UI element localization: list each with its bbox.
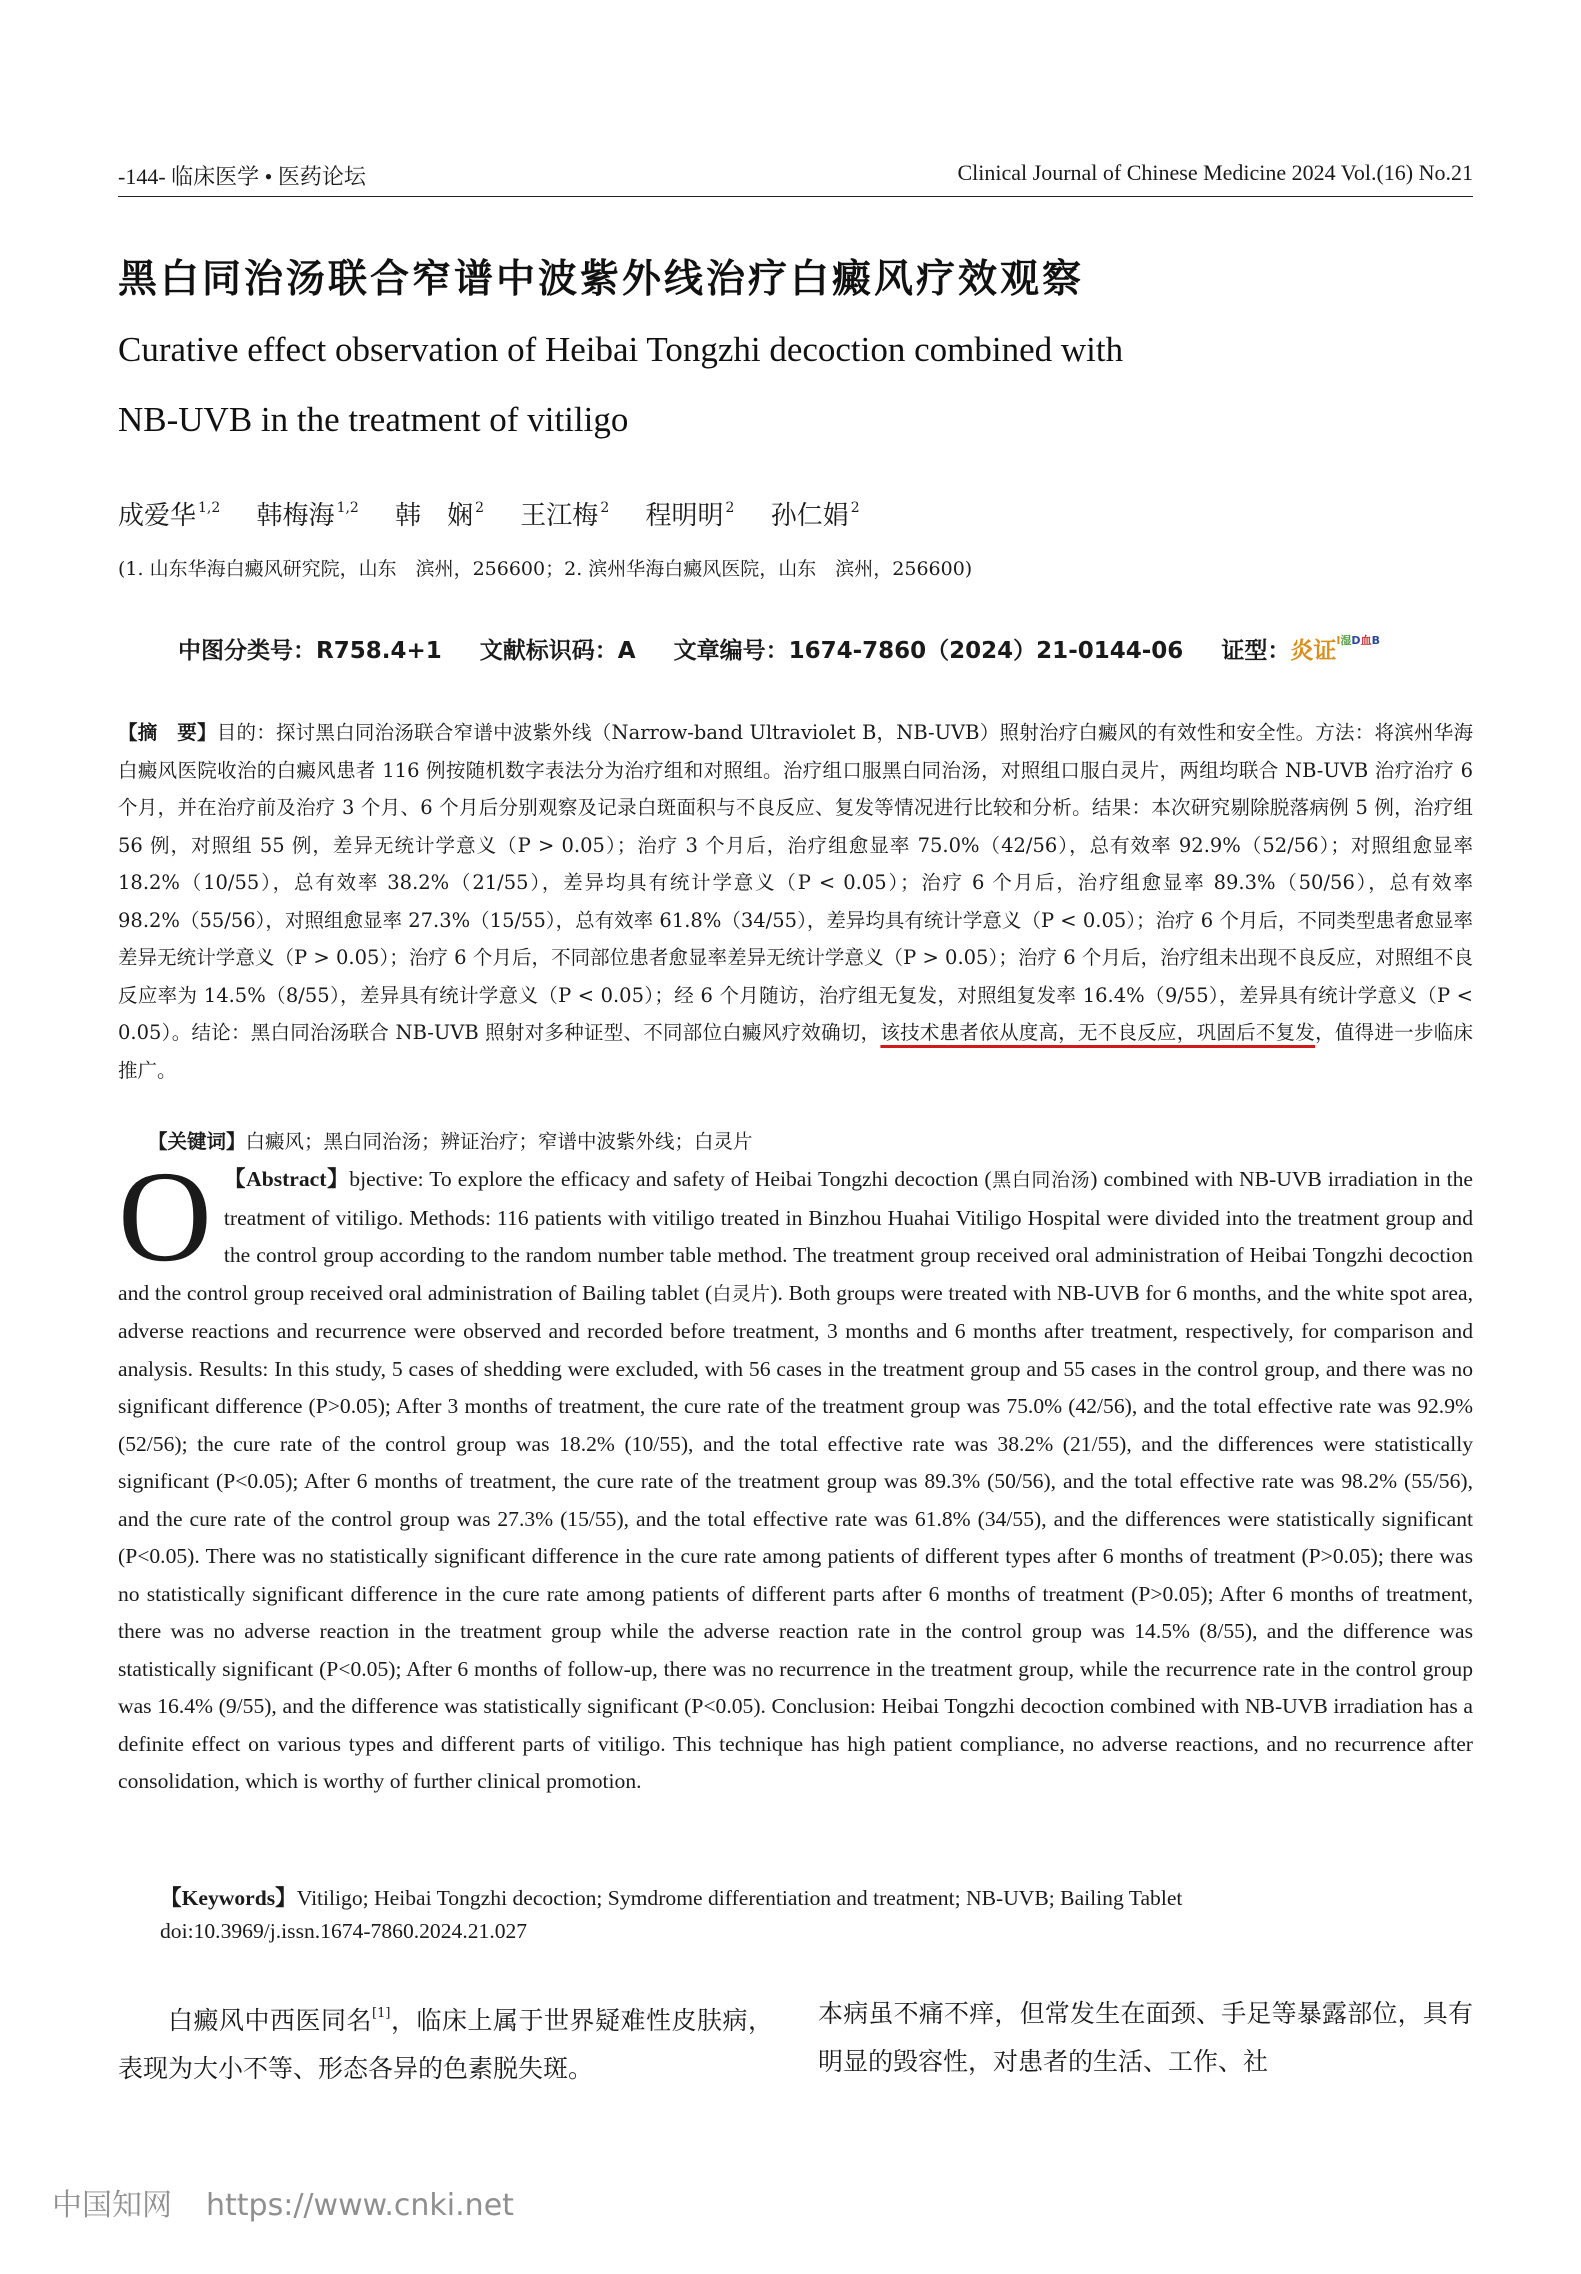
syndrome-type: 证型：炎证$^{I湿D血B}$ xyxy=(1221,634,1380,664)
author: 程明明 $^2$ xyxy=(645,500,735,531)
title-en-line2: NB-UVB in the treatment of vitiligo xyxy=(118,400,629,439)
keywords-cn-text: 白癜风；黑白同治汤；辨证治疗；窄谱中波紫外线；白灵片 xyxy=(245,1130,753,1153)
author-list xyxy=(118,495,888,532)
author: 孙仁娟 $^2$ xyxy=(770,500,860,531)
title-cn: 黑白同治汤联合窄谱中波紫外线治疗白癜风疗效观察 xyxy=(118,257,1085,302)
body-column-right: 本病虽不痛不痒，但常发生在面颈、手足等暴露部位，具有明显的毁容性，对患者的生活、工作、社 xyxy=(818,1999,1473,2076)
author: 王江梅 $^2$ xyxy=(520,500,610,531)
cnki-name: 中国知网 xyxy=(52,2188,172,2223)
author: 韩 娴 $^2$ xyxy=(395,500,485,531)
document-code: 文献标识码：A xyxy=(479,638,636,664)
running-head-right: Clinical Journal of Chinese Medicine 2024 Vol.(16) No.21 xyxy=(957,160,1473,185)
keywords-en-label: 【Keywords】 xyxy=(160,1886,297,1910)
keywords-cn-label: 【关键词】 xyxy=(148,1130,246,1153)
classification-line xyxy=(178,632,1380,665)
abstract-cn xyxy=(118,714,1473,1089)
abstract-en-text: bjective: To explore the efficacy and safety of Heibai Tongzhi decoction ( xyxy=(349,1167,992,1191)
abstract-en-text: ) combined with NB-UVB irradiation in the treatment of vitiligo. Methods: 116 patients with vitiligo treated in Binzhou Huahai Vitiligo Hospital were divided into the treatment group and the control group according to the random number table method. The treatment group received oral administration of Heibai Tongzhi decoction and the control group received oral administration of Bailing tablet ( xyxy=(118,1167,1473,1305)
cnki-watermark xyxy=(52,2180,514,2224)
clc-number: 中图分类号：R758.4+1 xyxy=(178,638,442,664)
article-number: 文章编号：1674-7860（2024）21-0144-06 xyxy=(673,638,1184,664)
doi-link[interactable]: doi:10.3969/j.issn.1674-7860.2024.21.027 xyxy=(160,1919,528,1943)
abstract-en-cn-term: 白灵片 xyxy=(712,1282,771,1305)
abstract-cn-underlined: 该技术患者依从度高，无不良反应，巩固后不复发 xyxy=(880,1021,1316,1044)
affiliation: (1. 山东华海白癜风研究院，山东 滨州，256600；2. 滨州华海白癜风医院，山东 滨州，256600) xyxy=(118,558,973,580)
cnki-url[interactable]: https://www.cnki.net xyxy=(206,2188,514,2223)
abstract-cn-text: 目的：探讨黑白同治汤联合窄谱中波紫外线（Narrow-band Ultraviolet B，NB-UVB）照射治疗白癜风的有效性和安全性。方法：将滨州华海白癜风医院收治的白癜风患者 116 例按随机数字表法分为治疗组和对照组。治疗组口服黑白同治汤，对照组口服白灵片，两组均联合 NB-UVB 治疗治疗 6 个月，并在治疗前及治疗 3 个月、6 个月后分别观察及记录白斑面积与不良反应、复发等情况进行比较和分析。结果：本次研究剔除脱落病例 5 例，治疗组 56 例，对照组 55 例，差异无统计学意义（P > 0.05）；治疗 3 个月后，治疗组愈显率 75.0%（42/56），总有效率 92.9%（52/56）；对照组愈显率 18.2%（10/55），总有效率 38.2%（21/55），差异均具有统计学意义（P < 0.05）；治疗 6 个月后，治疗组愈显率 89.3%（50/56），总有效率 98.2%（55/56），对照组愈显率 27.3%（15/55），总有效率 61.8%（34/55），差异均具有统计学意义（P < 0.05）；治疗 6 个月后，不同类型患者愈显率差异无统计学意义（P > 0.05）；治疗 6 个月后，不同部位患者愈显率差异无统计学意义（P > 0.05）；治疗 6 个月后，治疗组未出现不良反应，对照组不良反应率为 14.5%（8/55），差异具有统计学意义（P < 0.05）；经 6 个月随访，治疗组无复发，对照组复发率 16.4%（9/55），差异具有统计学意义（P < 0.05）。结论：黑白同治汤联合 NB-UVB 照射对多种证型、不同部位白癜风疗效确切， xyxy=(118,721,1473,1044)
abstract-cn-label: 【摘 要】 xyxy=(118,721,217,744)
keywords-cn xyxy=(148,1126,753,1154)
abstract-cn-text-end: ，值得进一步临床推广。 xyxy=(118,1021,1473,1082)
abstract-en-cn-term: 黑白同治汤 xyxy=(991,1169,1091,1191)
abstract-en-dropcap: O xyxy=(118,1145,212,1289)
citation-ref[interactable]: [1] xyxy=(372,2006,391,2021)
author: 韩梅海 $^{1,2}$ xyxy=(256,500,359,531)
author: 成爱华 $^{1,2}$ xyxy=(118,500,221,531)
abstract-en-label: 【Abstract】 xyxy=(223,1167,350,1191)
abstract-en-text: ). Both groups were treated with NB-UVB for 6 months, and the white spot area, adverse reactions and recurrence were observed and recorded before treatment, 3 months and 6 months after treatment, respectively, for comparison and analysis. Results: In this study, 5 cases of shedding were excluded, with 56 cases in the treatment group and 55 cases in the control group, and there was no significant difference (P>0.05); After 3 months of treatment, the cure rate of the treatment group was 75.0% (42/56), and the total effective rate was 92.9% (52/56); the cure rate of the control group was 18.2% (10/55), and the total effective rate was 38.2% (21/55), and the differences were statistically significant (P<0.05); After 6 months of treatment, the cure rate of the treatment group was 89.3% (50/56), and the total effective rate was 98.2% (55/56), and the cure rate of the control group was 27.3% (15/55), and the total effective rate was 61.8% (34/55), and the differences were statistically significant (P<0.05). There was no statistically significant difference in the cure rate among patients of different types after 6 months of treatment (P>0.05); there was no statistically significant difference in the cure rate among patients of different parts after 6 months of treatment (P>0.05); After 6 months of treatment, there was no adverse reaction in the treatment group while the adverse reaction rate in the control group was 14.5% (8/55), and the difference was statistically significant (P<0.05); After 6 months of follow-up, there was no recurrence in the treatment group, while the recurrence rate in the control group was 16.4% (9/55), and the difference was statistically significant (P<0.05). Conclusion: Heibai Tongzhi decoction combined with NB-UVB irradiation has a definite effect on various types and different parts of vitiligo. This technique has high patient compliance, no adverse reactions, and no recurrence after consolidation, which is worthy of further clinical promotion. xyxy=(118,1280,1473,1793)
abstract-en xyxy=(118,1145,1473,1801)
body-column-left: 白癜风中西医同名[1]，临床上属于世界疑难性皮肤病，表现为大小不等、形态各异的色素脱失斑。 xyxy=(118,2006,773,2083)
keywords-en xyxy=(160,1881,1182,1912)
running-head xyxy=(118,156,1473,197)
title-en-line1: Curative effect observation of Heibai Tongzhi decoction combined with xyxy=(118,330,1124,369)
running-head-left: -144- 临床医学 • 医药论坛 xyxy=(118,164,366,189)
keywords-en-text: Vitiligo; Heibai Tongzhi decoction; Symdrome differentiation and treatment; NB-UVB; Bailing Tablet xyxy=(296,1886,1183,1910)
